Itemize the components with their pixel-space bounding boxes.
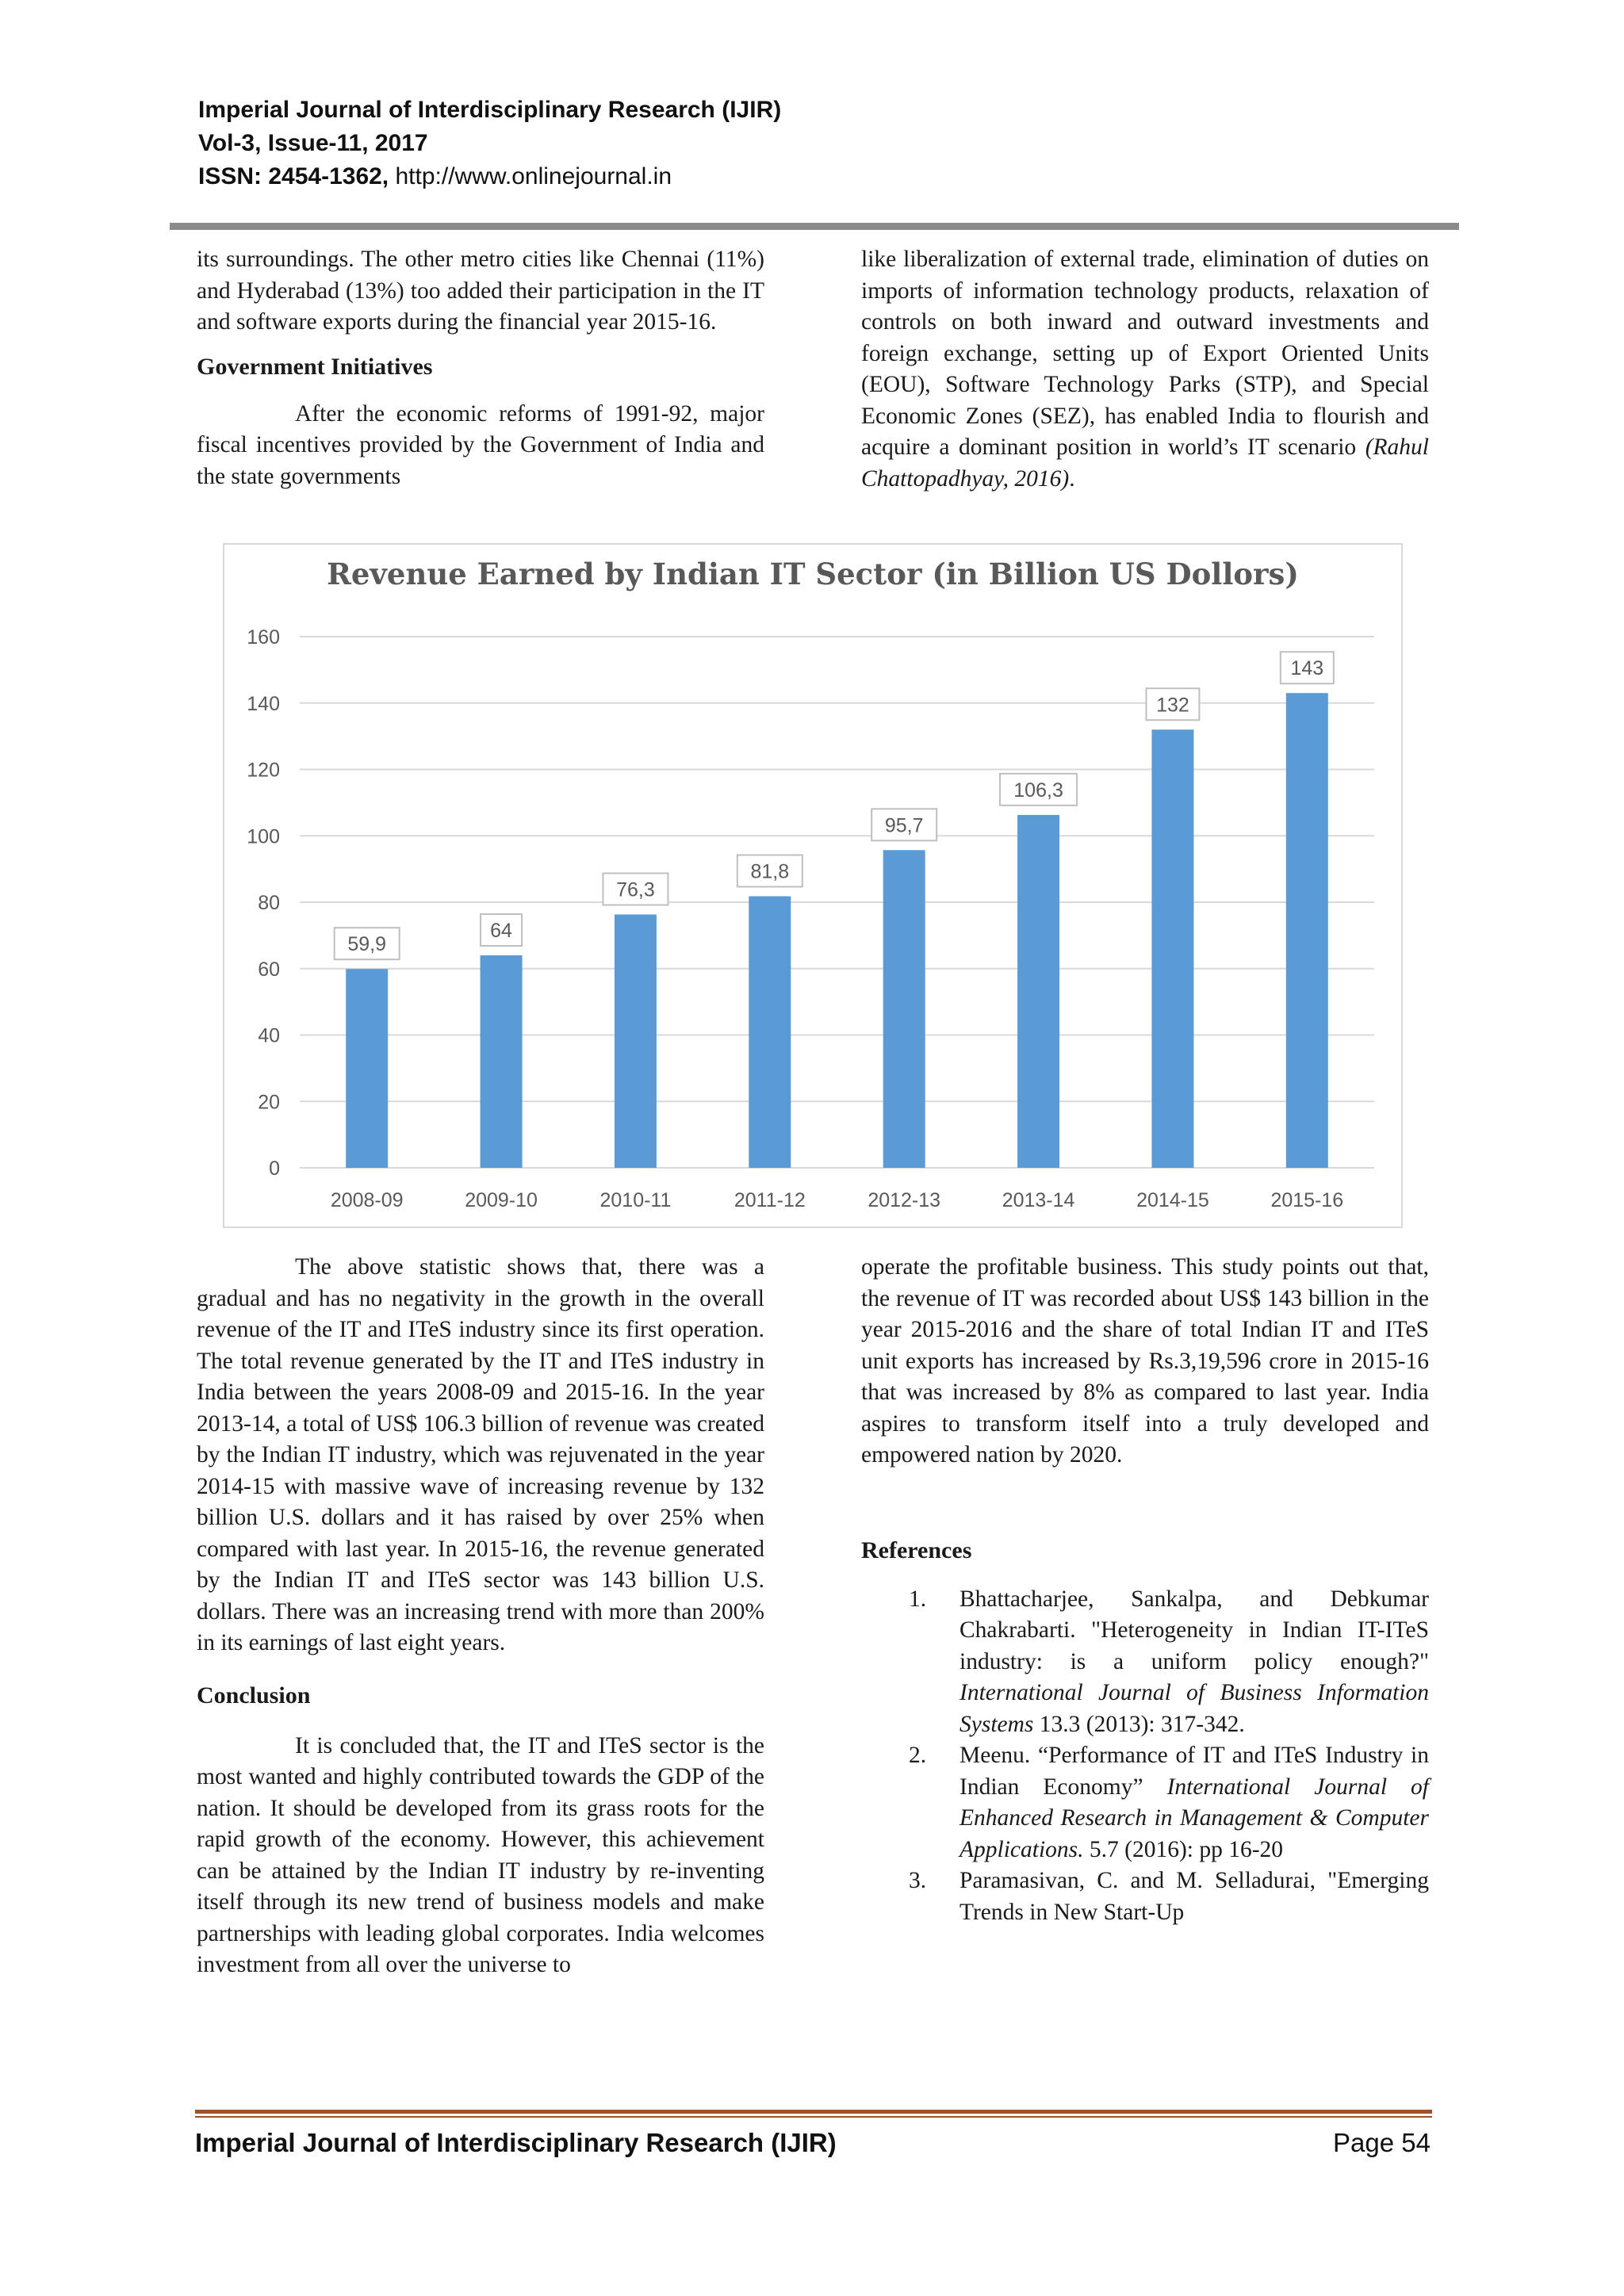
header-rule	[170, 223, 1459, 230]
y-tick-label: 80	[258, 892, 280, 914]
reference-text: Bhattacharjee, Sankalpa, and Debkumar Chakrabarti. "Heterogeneity in Indian IT-ITeS industry: is a uniform policy enough?"	[959, 1586, 1429, 1674]
paragraph: its surroundings. The other metro cities like Chennai (11%) and Hyderabad (13%) too added their participation in the IT and software exports during the financial year 2015-16.	[197, 247, 764, 335]
y-axis-ticks	[247, 626, 280, 1180]
y-tick-label: 100	[247, 825, 280, 848]
paragraph: operate the profitable business. This study points out that, the revenue of IT was recorded about US$ 143 billion in the year 2015-2016 and the share of total Indian IT and ITeS unit exports has increased by Rs.3,19,596 crore in 2015-16 that was increased by 8% as compared to last year. India aspires to transform itself into a truly developed and empowered nation by 2020.	[861, 1254, 1429, 1468]
paragraph: The above statistic shows that, there was a gradual and has no negativity in the growth in the overall revenue of the IT and ITeS industry since its first operation. The total revenue generated by the IT and ITeS industry in India between the years 2008-09 and 2015-16. In the year 2013-14, a total of US$ 106.3 billion of revenue was created by the Indian IT industry, which was rejuvenated in the year 2014-15 with massive wave of increasing revenue by 132 billion U.S. dollars and it has raised by over 25% when compared with last year. In 2015-16, the revenue generated by the Indian IT and ITeS sector was 143 billion U.S. dollars. There was an increasing trend with more than 200% in its earnings of last eight years.	[197, 1254, 764, 1655]
bar	[346, 969, 388, 1168]
chart-title: Revenue Earned by Indian IT Sector (in Billion US Dollors)	[327, 557, 1299, 591]
y-tick-label: 120	[247, 759, 280, 782]
x-tick-label: 2009-10	[465, 1189, 538, 1211]
running-header	[198, 94, 1467, 193]
footer-rule-thin	[195, 2116, 1432, 2118]
data-label: 106,3	[1013, 779, 1063, 802]
paragraph: After the economic reforms of 1991-92, major fiscal incentives provided by the Government of India and the state governments	[197, 400, 764, 489]
data-label: 59,9	[347, 933, 387, 956]
reference-details: 5.7 (2016): pp 16-20	[1083, 1836, 1284, 1862]
section-heading-references: References	[861, 1536, 972, 1563]
data-label: 132	[1156, 694, 1189, 717]
x-tick-label: 2010-11	[599, 1189, 672, 1211]
journal-url[interactable]: http://www.onlinejournal.in	[389, 163, 672, 189]
y-tick-label: 140	[247, 692, 280, 715]
left-column-bottom	[197, 1252, 764, 1981]
reference-text: Paramasivan, C. and M. Selladurai, "Emerging Trends in New Start-Up	[959, 1868, 1429, 1925]
reference-item	[861, 1740, 1429, 1866]
bar	[615, 914, 657, 1168]
footer-rule	[195, 2110, 1432, 2114]
data-label: 143	[1290, 657, 1324, 680]
footer-journal-title: Imperial Journal of Interdisciplinary Research (IJIR)	[195, 2128, 837, 2157]
journal-title: Imperial Journal of Interdisciplinary Research (IJIR)	[198, 97, 782, 123]
left-column-top	[197, 244, 764, 492]
data-label: 76,3	[616, 878, 655, 901]
y-tick-label: 60	[258, 958, 280, 981]
reference-source: International Journal of Business Information Systems	[959, 1680, 1429, 1737]
bar	[883, 850, 925, 1168]
data-label: 81,8	[750, 860, 790, 883]
issn-label: ISSN: 2454-1362,	[198, 163, 389, 189]
section-heading-conclusion: Conclusion	[197, 1682, 311, 1709]
bar	[481, 955, 523, 1168]
revenue-chart	[223, 543, 1403, 1228]
x-tick-label: 2015-16	[1270, 1189, 1344, 1211]
x-tick-label: 2014-15	[1136, 1189, 1209, 1211]
revenue-chart-svg	[224, 545, 1401, 1226]
bar	[749, 896, 791, 1168]
section-heading-government-initiatives: Government Initiatives	[197, 353, 433, 380]
right-column-top	[861, 244, 1429, 495]
volume-issue: Vol-3, Issue-11, 2017	[198, 130, 428, 156]
data-label: 95,7	[884, 814, 924, 837]
x-tick-label: 2013-14	[1002, 1189, 1075, 1211]
issn-line	[198, 160, 1467, 193]
paragraph: It is concluded that, the IT and ITeS sector is the most wanted and highly contributed towards the GDP of the nation. It should be developed from its grass roots for the rapid growth of the economy. However, this achievement can be attained by the Indian IT industry by re-inventing itself through its new trend of business models and make partnerships with leading global corporates. India welcomes investment from all over the universe to	[197, 1732, 764, 1977]
reference-item	[861, 1866, 1429, 1928]
bar	[1017, 815, 1059, 1168]
x-tick-label: 2011-12	[733, 1189, 806, 1211]
bar	[1151, 729, 1193, 1168]
x-tick-label: 2008-09	[330, 1189, 404, 1211]
y-tick-label: 0	[269, 1158, 280, 1180]
reference-details: 13.3 (2013): 317-342.	[1033, 1711, 1245, 1737]
paragraph	[861, 244, 1429, 495]
x-axis-ticks	[331, 1189, 1343, 1211]
paragraph-text: like liberalization of external trade, elimination of duties on imports of information technology products, relaxation of controls on both inward and outward investments and foreign exchange, setting up of Export Oriented Units (EOU), Software Technology Parks (STP), and Special Economic Zones (SEZ), has enabled India to flourish and acquire a dominant position in world’s IT scenario	[861, 247, 1429, 460]
gridlines	[300, 637, 1374, 1168]
x-tick-label: 2012-13	[868, 1189, 941, 1211]
paragraph-end: .	[1069, 465, 1075, 492]
reference-source: International Journal of Enhanced Research in Management & Computer Applications.	[959, 1774, 1429, 1862]
y-tick-label: 160	[247, 626, 280, 649]
y-tick-label: 20	[258, 1091, 280, 1114]
reference-number: 1.	[909, 1586, 927, 1612]
data-label: 64	[490, 920, 512, 942]
bar	[1286, 693, 1328, 1168]
reference-number: 2.	[909, 1743, 927, 1768]
reference-item	[861, 1584, 1429, 1741]
right-column-bottom	[861, 1252, 1429, 1928]
y-tick-label: 40	[258, 1024, 280, 1047]
citation: (Rahul Chattopadhyay, 2016)	[861, 434, 1430, 492]
reference-text: Meenu. “Performance of IT and ITeS Industry in Indian Economy”	[959, 1743, 1429, 1800]
references-list	[861, 1584, 1429, 1929]
reference-number: 3.	[909, 1868, 927, 1893]
page-number: Page 54	[1333, 2128, 1431, 2157]
